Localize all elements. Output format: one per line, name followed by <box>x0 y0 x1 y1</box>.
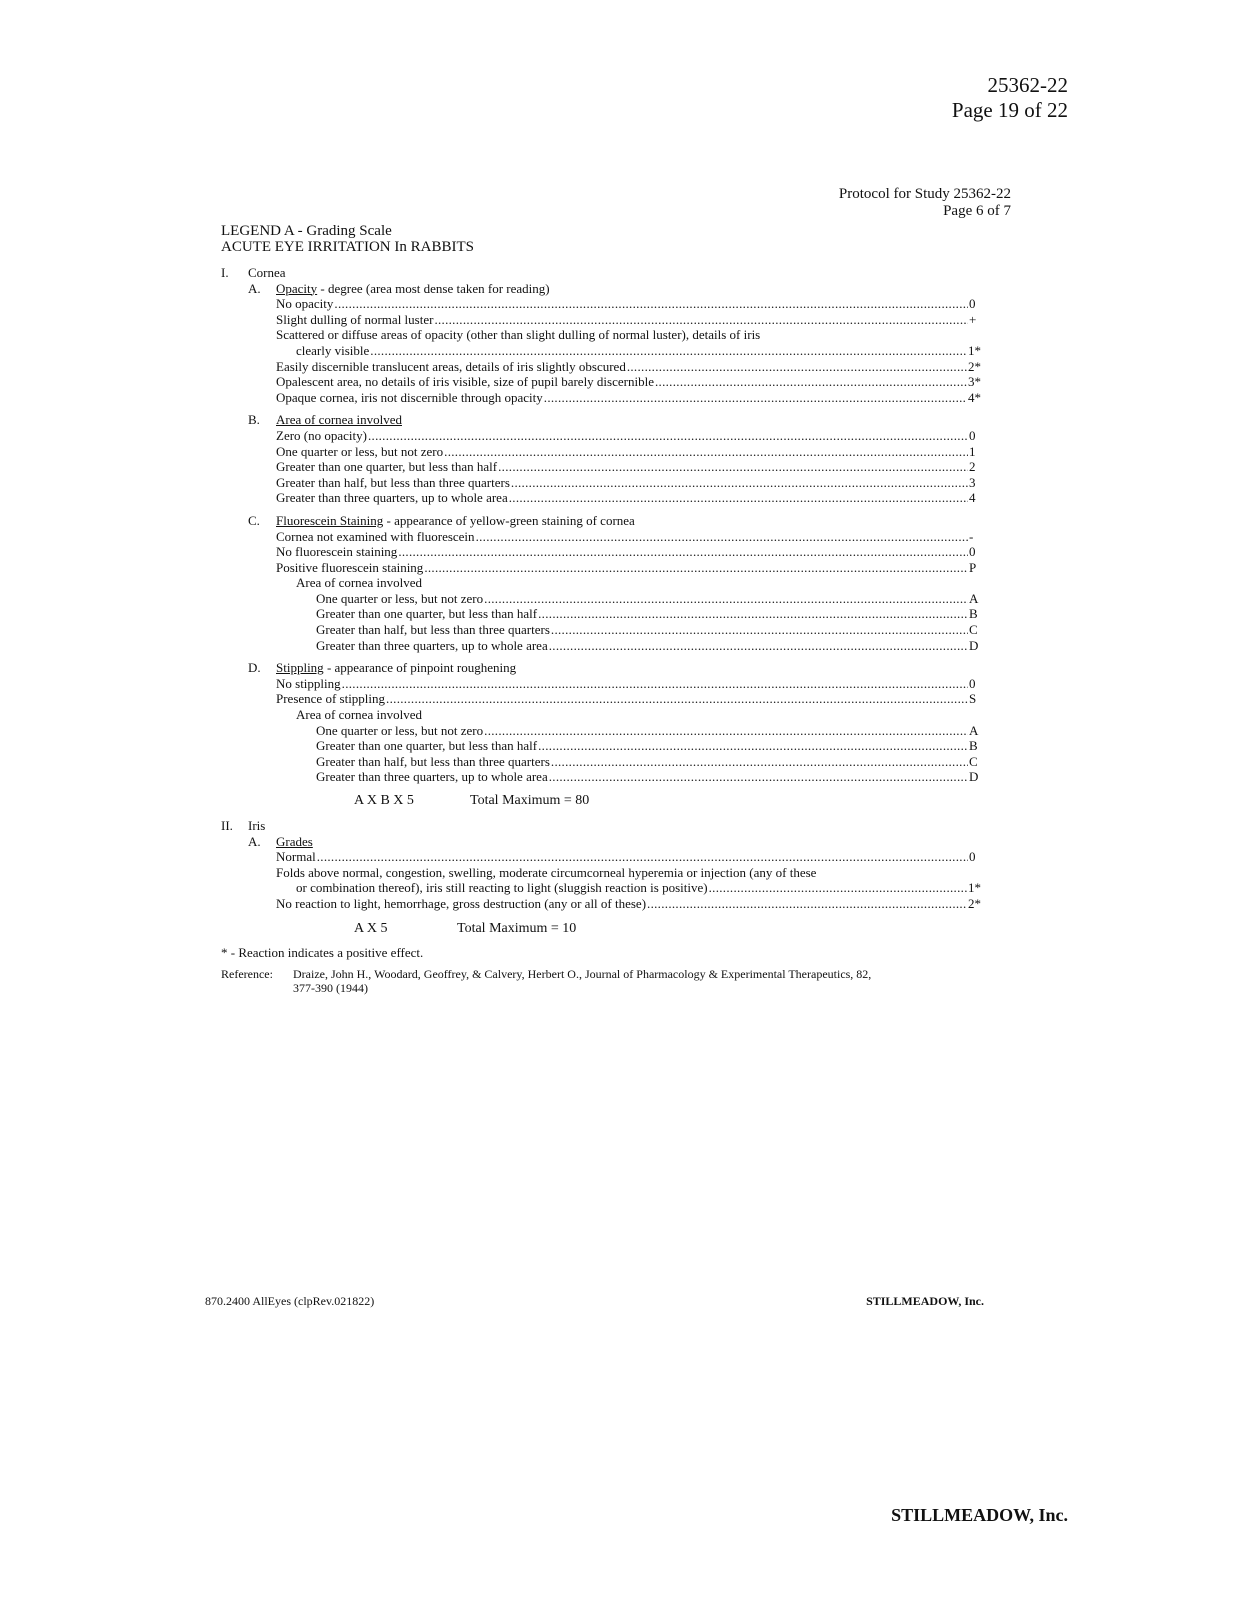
grade-row <box>276 560 981 576</box>
grade-label: clearly visible <box>296 342 370 358</box>
reference-citation-cont: 377-390 (1944) <box>293 980 368 995</box>
formula-total: Total Maximum = 10 <box>457 920 577 936</box>
subsection-heading <box>221 513 981 529</box>
subsection-title: Stippling <box>276 660 324 676</box>
leader-dots <box>444 444 968 460</box>
grade-value: + <box>969 311 977 327</box>
subsection-letter: B. <box>248 412 260 428</box>
grade-value: B <box>969 738 978 754</box>
subsection-title: Fluorescein Staining <box>276 512 384 528</box>
grade-label: Positive fluorescein staining <box>276 559 424 575</box>
grade-value: 4 <box>969 490 976 506</box>
section-heading <box>221 818 981 834</box>
reference-label: Reference: <box>221 967 273 982</box>
page-number: Page 19 of 22 <box>951 98 1068 122</box>
grade-row <box>276 444 981 460</box>
grade-value: D <box>969 769 979 785</box>
grade-label: No opacity <box>276 296 334 312</box>
subsection-letter: D. <box>248 660 261 676</box>
leader-dots <box>342 676 968 692</box>
grade-label: Greater than one quarter, but less than half <box>316 606 538 622</box>
grade-row <box>276 359 981 375</box>
grade-value: D <box>969 637 979 653</box>
study-number: 25362-22 <box>987 73 1068 97</box>
grade-row <box>316 638 981 654</box>
grade-row <box>296 880 981 896</box>
grade-value: 0 <box>969 296 976 312</box>
subsection-title: Opacity <box>276 280 318 296</box>
leader-dots <box>538 606 968 622</box>
leader-dots <box>386 691 968 707</box>
protocol-line: Protocol for Study 25362-22 <box>838 186 1011 202</box>
grade-row <box>316 606 981 622</box>
grade-value: 1* <box>968 342 981 358</box>
leader-dots <box>368 428 968 444</box>
grade-label: Opaque cornea, iris not discernible through opacity <box>276 389 543 405</box>
leader-dots <box>551 754 968 770</box>
protocol-page: Page 6 of 7 <box>943 203 1011 219</box>
leader-dots <box>511 475 968 491</box>
grade-row <box>316 754 981 770</box>
grade-row <box>276 676 981 692</box>
grade-row <box>276 374 981 390</box>
grade-label: Greater than half, but less than three quarters <box>316 622 550 638</box>
grade-label-continued: Scattered or diffuse areas of opacity (other than slight dulling of normal luster), details of iris <box>276 327 761 343</box>
leader-dots <box>544 390 967 406</box>
grade-value: 0 <box>969 849 976 865</box>
subsection-letter: A. <box>248 833 261 849</box>
leader-dots <box>498 459 968 475</box>
grade-value: 4* <box>968 389 981 405</box>
leader-dots <box>398 544 968 560</box>
subsection-description: - appearance of pinpoint roughening <box>323 660 517 676</box>
grade-label: Normal <box>276 849 316 865</box>
leader-dots <box>549 769 968 785</box>
grade-value: 3* <box>968 374 981 390</box>
subsection-title: Area of cornea involved <box>276 412 402 428</box>
grade-value: - <box>969 528 974 544</box>
section-title: Iris <box>248 818 266 833</box>
grade-label: or combination thereof), iris still reacting to light (sluggish reaction is positive) <box>296 880 708 896</box>
subsection-description: - degree (area most dense taken for reading) <box>317 280 550 296</box>
subsection-letter: A. <box>248 280 261 296</box>
grade-value: 0 <box>969 427 976 443</box>
leader-dots <box>549 638 968 654</box>
grade-row <box>276 296 981 312</box>
grade-label: Greater than one quarter, but less than half <box>316 738 538 754</box>
grade-value: A <box>969 590 979 606</box>
legend-subheading: ACUTE EYE IRRITATION In RABBITS <box>221 239 474 255</box>
grade-row <box>276 896 981 912</box>
grade-label: Greater than half, but less than three quarters <box>276 474 510 490</box>
grade-row <box>276 691 981 707</box>
subsection-letter: C. <box>248 512 260 528</box>
grade-label: No stippling <box>276 675 341 691</box>
grade-value: A <box>969 722 979 738</box>
grade-label: Opalescent area, no details of iris visible, size of pupil barely discernible <box>276 374 654 390</box>
grade-row <box>276 312 981 328</box>
grade-label: Greater than half, but less than three quarters <box>316 753 550 769</box>
leader-dots <box>424 560 968 576</box>
footnote: * - Reaction indicates a positive effect. <box>221 944 424 960</box>
reference-citation: Draize, John H., Woodard, Geoffrey, & Calvery, Herbert O., Journal of Pharmacology & Experimental Therapeutics, 82, <box>293 967 872 982</box>
section-title: Cornea <box>248 265 286 280</box>
grade-row <box>276 390 981 406</box>
subsection-description: - appearance of yellow-green staining of cornea <box>383 512 635 528</box>
grade-value: 2 <box>969 459 976 475</box>
grade-row <box>316 738 981 754</box>
subsection-heading <box>221 412 981 428</box>
grade-label: One quarter or less, but not zero <box>276 443 444 459</box>
area-subheading: Area of cornea involved <box>296 707 422 723</box>
legend-title <box>221 223 474 255</box>
section-heading <box>221 265 981 281</box>
grade-label: One quarter or less, but not zero <box>316 590 484 606</box>
grade-row <box>276 544 981 560</box>
company-brand: STILLMEADOW, Inc. <box>891 1505 1068 1525</box>
leader-dots <box>334 296 968 312</box>
grade-value: C <box>969 753 978 769</box>
grade-label: Greater than one quarter, but less than half <box>276 459 498 475</box>
grade-value: P <box>969 559 977 575</box>
grade-row <box>316 591 981 607</box>
protocol-header <box>839 186 1011 220</box>
grade-label: No fluorescein staining <box>276 544 398 560</box>
leader-dots <box>551 622 968 638</box>
grade-row <box>316 723 981 739</box>
footer-form-id: 870.2400 AllEyes (clpRev.021822) <box>205 1294 375 1308</box>
leader-dots <box>655 374 967 390</box>
grade-label: Cornea not examined with fluorescein <box>276 528 475 544</box>
leader-dots <box>476 529 968 545</box>
grade-row <box>276 428 981 444</box>
area-subheading: Area of cornea involved <box>296 575 422 591</box>
grade-value: 2* <box>968 358 981 374</box>
leader-dots <box>538 738 968 754</box>
grade-label: Greater than three quarters, up to whole area <box>316 637 548 653</box>
section-number: I. <box>221 265 229 280</box>
grading-scale <box>221 265 981 995</box>
grade-row <box>276 490 981 506</box>
formula-expression: A X B X 5 <box>354 793 414 808</box>
leader-dots <box>434 312 968 328</box>
subsection-heading <box>221 834 981 850</box>
grade-row <box>276 475 981 491</box>
leader-dots <box>484 591 968 607</box>
grade-row <box>296 343 981 359</box>
leader-dots <box>627 359 967 375</box>
grade-row <box>276 459 981 475</box>
leader-dots <box>709 880 967 896</box>
grade-value: B <box>969 606 978 622</box>
grade-value: 0 <box>969 675 976 691</box>
leader-dots <box>647 896 967 912</box>
subsection-heading <box>221 660 981 676</box>
subsection-title: Grades <box>276 833 313 849</box>
iris-formula <box>354 920 981 937</box>
grade-label: Slight dulling of normal luster <box>276 311 434 327</box>
formula-total: Total Maximum = 80 <box>470 793 590 808</box>
grade-value: 2* <box>968 895 981 911</box>
grade-label: Presence of stippling <box>276 691 386 707</box>
document-header <box>952 73 1068 123</box>
grade-value: 1* <box>968 880 981 896</box>
formula-expression: A X 5 <box>354 920 388 936</box>
footer-company: STILLMEADOW, Inc. <box>866 1294 984 1308</box>
grade-value: 3 <box>969 474 976 490</box>
reference <box>221 968 981 995</box>
grade-value: 1 <box>969 443 976 459</box>
grade-label-continued: Folds above normal, congestion, swelling, moderate circumcorneal hyperemia or injection (any of these <box>276 864 817 880</box>
grade-row <box>316 769 981 785</box>
grade-row <box>276 529 981 545</box>
grade-value: 0 <box>969 544 976 560</box>
leader-dots <box>509 490 968 506</box>
grade-label: No reaction to light, hemorrhage, gross destruction (any or all of these) <box>276 895 647 911</box>
grade-label: One quarter or less, but not zero <box>316 722 484 738</box>
cornea-formula <box>354 792 981 809</box>
subsection-heading <box>221 281 981 297</box>
grade-label: Greater than three quarters, up to whole area <box>276 490 508 506</box>
leader-dots <box>370 343 967 359</box>
leader-dots <box>317 849 968 865</box>
grade-row <box>316 622 981 638</box>
grade-value: S <box>969 691 977 707</box>
grade-label: Zero (no opacity) <box>276 427 367 443</box>
grade-value: C <box>969 622 978 638</box>
leader-dots <box>484 723 968 739</box>
legend-heading: LEGEND A - Grading Scale <box>221 223 392 239</box>
grade-row <box>276 849 981 865</box>
grade-label: Greater than three quarters, up to whole area <box>316 769 548 785</box>
grade-label: Easily discernible translucent areas, details of iris slightly obscured <box>276 358 626 374</box>
section-number: II. <box>221 818 233 833</box>
